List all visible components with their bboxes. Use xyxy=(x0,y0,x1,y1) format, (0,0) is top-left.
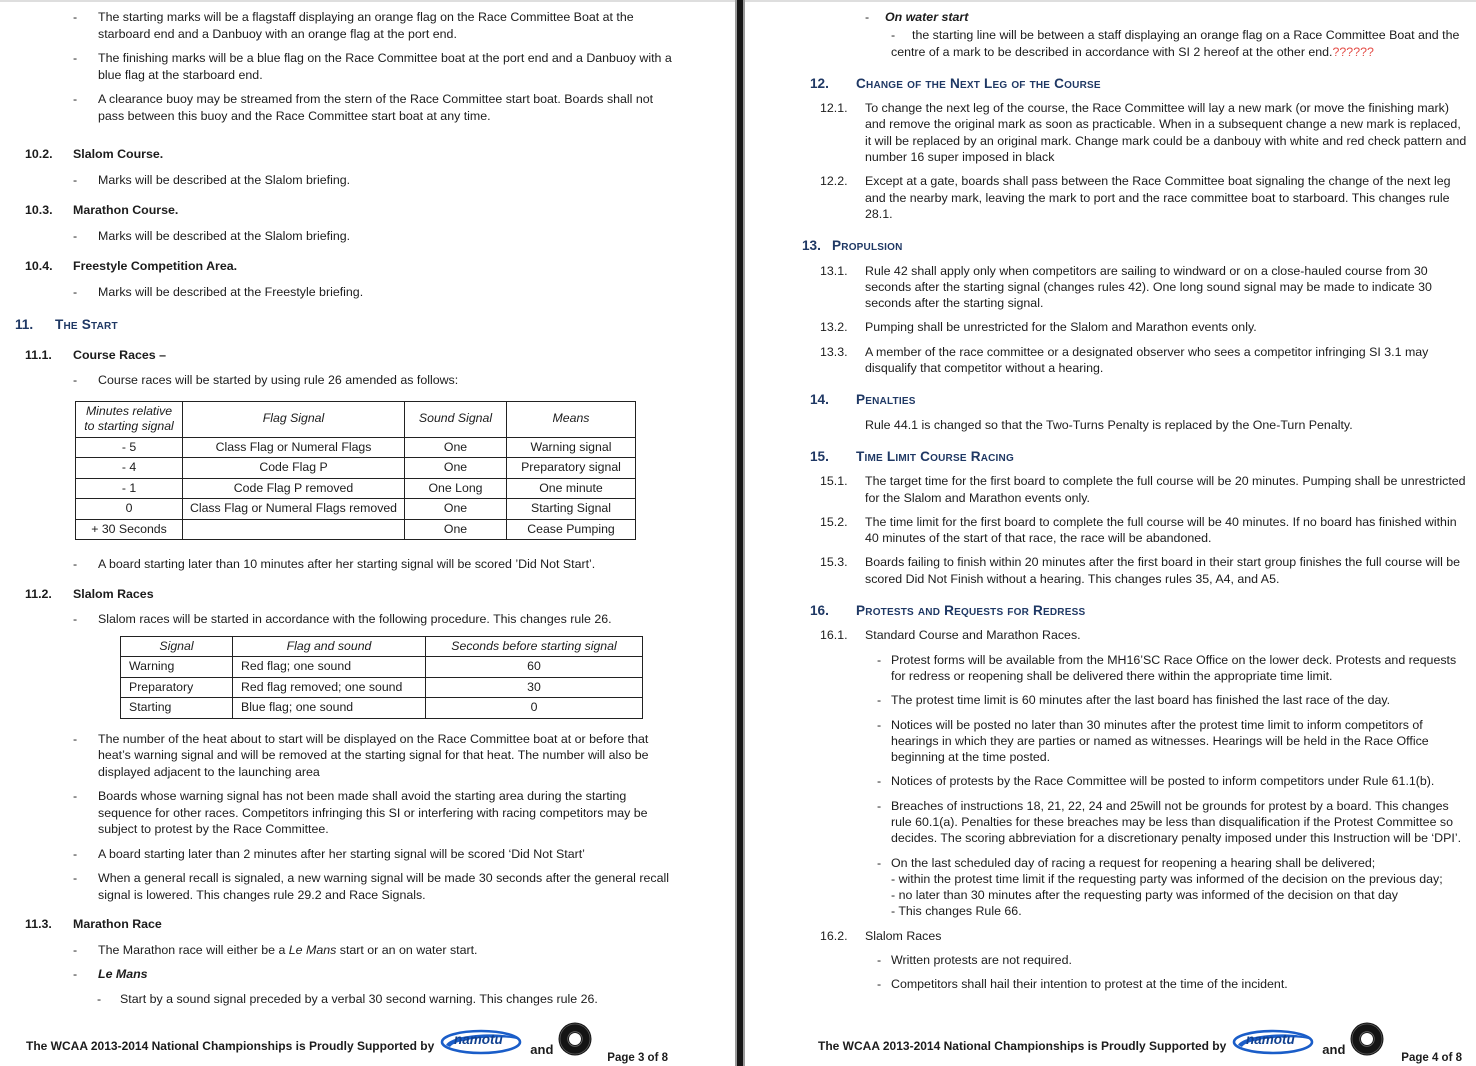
column-header: Means xyxy=(507,401,636,437)
table-cell: Cease Pumping xyxy=(507,519,636,540)
clause-number: 16.1. xyxy=(820,628,848,643)
section-heading-10-2 xyxy=(25,146,735,163)
bullet-dash: - xyxy=(877,977,882,992)
footer-and-text: and xyxy=(1322,1041,1346,1057)
bullet-item xyxy=(877,952,1468,968)
bullet-line: - This changes Rule 66. xyxy=(891,904,1022,919)
section-title: Course Races – xyxy=(73,347,166,362)
section-number: 13. xyxy=(802,238,821,254)
clause-number: 13.1. xyxy=(820,263,848,278)
footer-sponsor-text: The WCAA 2013-2014 National Championships is Proudly Supported by xyxy=(26,1039,435,1053)
bullet-dash: - xyxy=(73,612,78,626)
bullet-item xyxy=(877,855,1468,920)
clause-number: 12.1. xyxy=(820,101,848,116)
bullet-item xyxy=(73,172,673,189)
clause-number: 15.3. xyxy=(820,555,848,570)
slalom-start-signal-table xyxy=(120,636,643,719)
section-heading-11-1 xyxy=(25,347,735,364)
table-cell: One xyxy=(405,519,507,540)
clause-text: Boards failing to finish within 20 minutes after the first board in their start group finishes the full course will be scored Did Not Finish without a hearing. This changes rules 35, A4, and A5. xyxy=(865,555,1461,586)
bullet-item xyxy=(73,788,673,838)
bullet-dash: - xyxy=(73,92,78,106)
bullet-dash: - xyxy=(73,172,78,187)
clause-text: A member of the race committee or a designated observer who sees a competitor infringing SI 3.1 may disqualify that competitor without a hearing. xyxy=(865,344,1429,376)
on-water-start-label: On water start xyxy=(885,10,969,24)
section-title: Marathon Course. xyxy=(73,203,179,217)
clause-number: 16.2. xyxy=(820,928,848,943)
table-cell: Starting Signal xyxy=(507,499,636,520)
column-header: Flag Signal xyxy=(183,401,405,437)
numbered-paragraph xyxy=(820,100,1467,165)
clause-text: Standard Course and Marathon Races. xyxy=(865,628,1081,643)
table-cell: Red flag removed; one sound xyxy=(233,677,426,698)
numbered-paragraph xyxy=(820,319,1467,335)
bullet-item xyxy=(73,228,673,245)
bullet-item xyxy=(877,717,1468,766)
section-number: 11. xyxy=(15,317,34,332)
bullet-text: the starting line will be between a staff displaying an orange flag on a Race Committee Boat and the centre of a mark to be described in accordance with SI 2 hereof at the other end. xyxy=(891,28,1460,59)
clause-text: Pumping shall be unrestricted for the Slalom and Marathon events only. xyxy=(865,320,1257,335)
text-run: The Marathon race will either be a xyxy=(98,942,289,957)
page-number-label: Page 3 of 8 xyxy=(607,1052,668,1064)
clause-text: The target time for the first board to complete the full course will be 20 minutes. Pumping shall be unrestricted for the Slalom and Marathon events only. xyxy=(865,474,1466,505)
clause-number: 12.2. xyxy=(820,174,848,189)
bullet-text: The finishing marks will be a blue flag on the Race Committee boat at the port end and a Danbuoy with a blue flag at the starboard end. xyxy=(98,51,672,82)
table-cell: Warning xyxy=(121,657,233,678)
bullet-text: Course races will be started by using rule 26 amended as follows: xyxy=(98,373,459,387)
bullet-text: Marks will be described at the Slalom briefing. xyxy=(98,228,351,243)
bullet-item xyxy=(73,556,673,573)
bullet-text: A board starting later than 2 minutes after her starting signal will be scored ‘Did Not Start’ xyxy=(98,846,585,861)
section-heading-12 xyxy=(810,76,1476,92)
bullet-item xyxy=(73,870,673,903)
section-heading-16 xyxy=(810,603,1476,619)
table-cell: Red flag; one sound xyxy=(233,657,426,678)
table-cell: 0 xyxy=(426,698,643,719)
sub-bullet-item xyxy=(891,27,1468,60)
bullet-dash: - xyxy=(73,789,78,803)
table-row xyxy=(121,657,643,678)
bullet-line: On the last scheduled day of racing a request for reopening a hearing shall be delivered; xyxy=(891,855,1376,870)
bullet-text: Breaches of instructions 18, 21, 22, 24 and 25will not be grounds for protest by a board. This changes rule 60.1(a). Penalties for these breaches may be less than disqualification if the Protest Committee so decides. The scoring abbreviation for a discretionary penalty imposed under this Instruction will be ‘DPI’. xyxy=(891,798,1462,846)
table-cell: One xyxy=(405,458,507,479)
bullet-text: Competitors shall hail their intention to protest at the time of the incident. xyxy=(891,977,1288,992)
namotu-logo-text: namotu xyxy=(1246,1032,1296,1047)
section-heading-16-1 xyxy=(820,627,1467,643)
bullet-text: Marks will be described at the Slalom briefing. xyxy=(98,172,351,187)
sub-bullet-item xyxy=(97,991,695,1008)
bullet-dash: - xyxy=(73,967,78,981)
bullet-text: When a general recall is signaled, a new warning signal will be made 30 seconds after the general recall signal is lowered. This changes rule 29.2 and Race Signals. xyxy=(98,871,669,902)
bullet-item xyxy=(877,652,1468,685)
bullet-text: Boards whose warning signal has not been made shall avoid the starting area during the starting sequence for other races. Competitors infringing this SI or interfering with racing competitors may be subject to protest by the Race Committee. xyxy=(98,789,648,836)
bullet-item xyxy=(877,692,1468,708)
clause-text: Except at a gate, boards shall pass between the Race Committee boat signaling the change of the next leg and the nearby mark, leaving the mark to port and the race committee boat to starboard. This changes rule 28.1. xyxy=(865,174,1451,221)
section-number: 10.3. xyxy=(25,203,53,217)
text-run: start or an on water start. xyxy=(336,942,478,957)
bullet-dash: - xyxy=(877,855,882,870)
bullet-line: - within the protest time limit if the requesting party was informed of the decision on the previous day; xyxy=(891,871,1443,886)
numbered-paragraph xyxy=(820,173,1467,222)
bullet-dash: - xyxy=(877,953,882,968)
namotu-logo xyxy=(1230,1025,1316,1057)
numbered-paragraph xyxy=(820,473,1467,506)
numbered-paragraph xyxy=(820,514,1467,547)
footer-sponsor-text: The WCAA 2013-2014 National Championships is Proudly Supported by xyxy=(818,1039,1227,1053)
section-heading-15 xyxy=(810,449,1476,465)
clause-number: 15.2. xyxy=(820,514,848,529)
bullet-dash: - xyxy=(73,731,78,746)
numbered-paragraph xyxy=(820,344,1467,377)
section-heading-11 xyxy=(15,317,735,334)
section-title: Time Limit Course Racing xyxy=(856,448,1014,464)
page-3-content xyxy=(0,2,735,1007)
page-footer xyxy=(818,1032,1385,1057)
section-number: 15. xyxy=(810,448,829,464)
bullet-item xyxy=(73,611,673,628)
bullet-dash: - xyxy=(73,871,78,885)
bullet-text: Start by a sound signal preceded by a verbal 30 second warning. This changes rule 26. xyxy=(120,991,598,1006)
bullet-item xyxy=(865,9,1466,25)
section-number: 14. xyxy=(810,392,829,408)
section-title: Change of the Next Leg of the Course xyxy=(856,75,1101,91)
bullet-text xyxy=(98,942,673,959)
section-title: Slalom Races xyxy=(73,586,154,601)
page-footer xyxy=(26,1032,593,1057)
section-number: 11.1. xyxy=(25,347,52,362)
section-number: 10.2. xyxy=(25,147,53,161)
question-marks-text: ?????? xyxy=(1332,44,1374,59)
numbered-paragraph xyxy=(820,263,1467,312)
bullet-text: Notices will be posted no later than 30 minutes after the protest time limit to inform competitors of hearings in which they are parties or named as witnesses. Hearings will be held in the Race Office beginning at the time posted. xyxy=(891,717,1429,765)
table-cell xyxy=(183,519,405,540)
bullet-text: The starting marks will be a flagstaff displaying an orange flag on the Race Committee Boat at the starboard end and a Danbuoy with an orange flag at the port end. xyxy=(98,10,634,41)
clause-text: Rule 42 shall apply only when competitors are sailing to windward or on a close-hauled course from 30 seconds after the starting signal (changes rules 42). One long sound signal may be made to indicate 30 seconds after the starting signal. xyxy=(865,263,1432,311)
table-cell: Starting xyxy=(121,698,233,719)
clause-number: 13.3. xyxy=(820,344,848,359)
bullet-dash: - xyxy=(877,774,882,789)
table-cell: Preparatory xyxy=(121,677,233,698)
section-heading-10-4 xyxy=(25,258,735,275)
section-title: Freestyle Competition Area. xyxy=(73,259,238,273)
document-page-3 xyxy=(0,0,735,1066)
page-4-content xyxy=(745,2,1476,993)
section-heading-14 xyxy=(810,392,1476,408)
bullet-dash: - xyxy=(73,557,78,571)
bullet-item xyxy=(73,731,673,781)
section-title: Propulsion xyxy=(832,238,903,254)
table-row xyxy=(76,478,636,499)
bullet-item xyxy=(73,50,673,83)
table-row xyxy=(76,458,636,479)
bullet-dash: - xyxy=(865,10,870,24)
section-title: Penalties xyxy=(856,392,916,408)
table-cell: Class Flag or Numeral Flags removed xyxy=(183,499,405,520)
section-heading-10-3 xyxy=(25,202,735,219)
footer-and-text: and xyxy=(530,1041,554,1057)
bullet-text: Notices of protests by the Race Committee will be posted to inform competitors under Rule 61.1(b). xyxy=(891,774,1435,789)
bullet-dash: - xyxy=(877,798,882,813)
section-number: 10.4. xyxy=(25,259,53,273)
bullet-item xyxy=(73,9,673,42)
table-cell: 30 xyxy=(426,677,643,698)
column-header: Seconds before starting signal xyxy=(426,636,643,657)
bullet-dash: - xyxy=(877,652,882,667)
bullet-dash: - xyxy=(73,10,78,24)
section-heading-11-2 xyxy=(25,586,735,603)
bullet-text: The number of the heat about to start will be displayed on the Race Committee boat at or before that heat’s warning signal and will be removed at the starting signal for that heat. The number will also be displayed adjacent to the launching area xyxy=(98,731,649,779)
table-cell: Code Flag P xyxy=(183,458,405,479)
table-cell: Class Flag or Numeral Flags xyxy=(183,437,405,458)
section-heading-13 xyxy=(802,238,1476,254)
bullet-dash: - xyxy=(73,51,78,65)
bullet-dash: - xyxy=(97,991,102,1006)
bullet-item xyxy=(73,846,673,863)
bullet-item xyxy=(73,942,673,959)
table-header-row xyxy=(121,636,643,657)
bullet-line: - no later than 30 minutes after the requesting party was informed of the decision on that day xyxy=(891,888,1398,903)
section-number: 16. xyxy=(810,603,829,619)
section-number: 12. xyxy=(810,75,829,91)
table-cell: Warning signal xyxy=(507,437,636,458)
table-cell: + 30 Seconds xyxy=(76,519,183,540)
table-row xyxy=(76,437,636,458)
section-title: Protests and Requests for Redress xyxy=(856,603,1086,619)
bullet-dash: - xyxy=(73,228,78,243)
clause-text: To change the next leg of the course, the Race Committee will lay a new mark (or move the finishing mark) and remove the original mark as soon as practicable. When in a subsequent change a new mark is replaced, it will be replaced by an original mark. Change mark could be a danbouy with white and red check pattern and number 16 super imposed in black xyxy=(865,101,1467,165)
bullet-dash: - xyxy=(73,373,78,387)
bullet-item xyxy=(73,284,673,301)
bullet-text: A clearance buoy may be streamed from the stern of the Race Committee start boat. Boards shall not pass between this buoy and the Race Committee start boat at any time. xyxy=(98,92,654,123)
bullet-dash: - xyxy=(877,693,882,708)
bullet-dash: - xyxy=(73,284,78,299)
table-cell: 60 xyxy=(426,657,643,678)
table-cell: Preparatory signal xyxy=(507,458,636,479)
bullet-text-multiline xyxy=(891,855,1468,920)
column-header: Sound Signal xyxy=(405,401,507,437)
section-number: 11.2. xyxy=(25,586,52,601)
body-paragraph: Rule 44.1 is changed so that the Two-Turns Penalty is replaced by the One-Turn Penalty. xyxy=(865,417,1353,432)
table-cell: - 4 xyxy=(76,458,183,479)
bullet-dash: - xyxy=(73,942,78,957)
table-cell: 0 xyxy=(76,499,183,520)
bullet-item xyxy=(877,773,1468,789)
table-header-row xyxy=(76,401,636,437)
table-cell: One minute xyxy=(507,478,636,499)
table-row xyxy=(121,698,643,719)
bullet-text: Protest forms will be available from the MH16’SC Race Office on the lower deck. Protests and requests for redress or reopening shall be delivered there within the appropriate time limit. xyxy=(891,652,1457,683)
section-title: Slalom Course. xyxy=(73,147,164,161)
table-row xyxy=(76,519,636,540)
bullet-dash: - xyxy=(877,717,882,732)
table-cell: One xyxy=(405,437,507,458)
bullet-item xyxy=(73,966,673,983)
italic-run: Le Mans xyxy=(288,942,337,957)
bullet-text: The protest time limit is 60 minutes after the last board has finished the last race of the day. xyxy=(891,693,1391,708)
page-number-label: Page 4 of 8 xyxy=(1401,1052,1462,1064)
table-cell: One Long xyxy=(405,478,507,499)
document-page-4 xyxy=(745,0,1476,1066)
table-cell: - 5 xyxy=(76,437,183,458)
clause-number: 15.1. xyxy=(820,474,848,489)
bullet-text: Slalom races will be started in accordance with the following procedure. This changes rule 26. xyxy=(98,612,612,626)
le-mans-label: Le Mans xyxy=(98,967,148,981)
clause-text: The time limit for the first board to complete the full course will be 40 minutes. If no board has finished within 40 minutes of the start of that race, the race will be abandoned. xyxy=(865,514,1457,546)
bullet-item xyxy=(73,372,673,389)
section-heading-11-3 xyxy=(25,916,735,933)
clause-text: Slalom Races xyxy=(865,928,942,943)
table-cell: One xyxy=(405,499,507,520)
holey-dollar-rum-logo xyxy=(557,1021,593,1057)
page-gap-divider xyxy=(735,0,745,1066)
section-title: The Start xyxy=(55,317,118,332)
table-cell: Code Flag P removed xyxy=(183,478,405,499)
section-heading-16-2 xyxy=(820,928,1467,944)
section-title: Marathon Race xyxy=(73,917,162,931)
table-row xyxy=(121,677,643,698)
namotu-logo xyxy=(438,1025,524,1057)
column-header: Minutes relative to starting signal xyxy=(76,401,183,437)
section-number: 11.3. xyxy=(25,917,52,931)
bullet-dash: - xyxy=(73,846,78,861)
course-start-signal-table xyxy=(75,401,636,541)
clause-number: 13.2. xyxy=(820,320,848,335)
bullet-dash: - xyxy=(891,28,896,43)
numbered-paragraph xyxy=(820,554,1467,587)
holey-dollar-rum-logo xyxy=(1349,1021,1385,1057)
namotu-logo-text: namotu xyxy=(454,1032,504,1047)
column-header: Flag and sound xyxy=(233,636,426,657)
bullet-text: A board starting later than 10 minutes after her starting signal will be scored ’Did Not Start’. xyxy=(98,557,596,571)
table-cell: - 1 xyxy=(76,478,183,499)
table-cell: Blue flag; one sound xyxy=(233,698,426,719)
bullet-item xyxy=(73,91,673,124)
bullet-text: Marks will be described at the Freestyle briefing. xyxy=(98,284,364,299)
table-row xyxy=(76,499,636,520)
bullet-item xyxy=(877,976,1468,992)
bullet-item xyxy=(877,798,1468,847)
bullet-text: Written protests are not required. xyxy=(891,953,1072,968)
column-header: Signal xyxy=(121,636,233,657)
